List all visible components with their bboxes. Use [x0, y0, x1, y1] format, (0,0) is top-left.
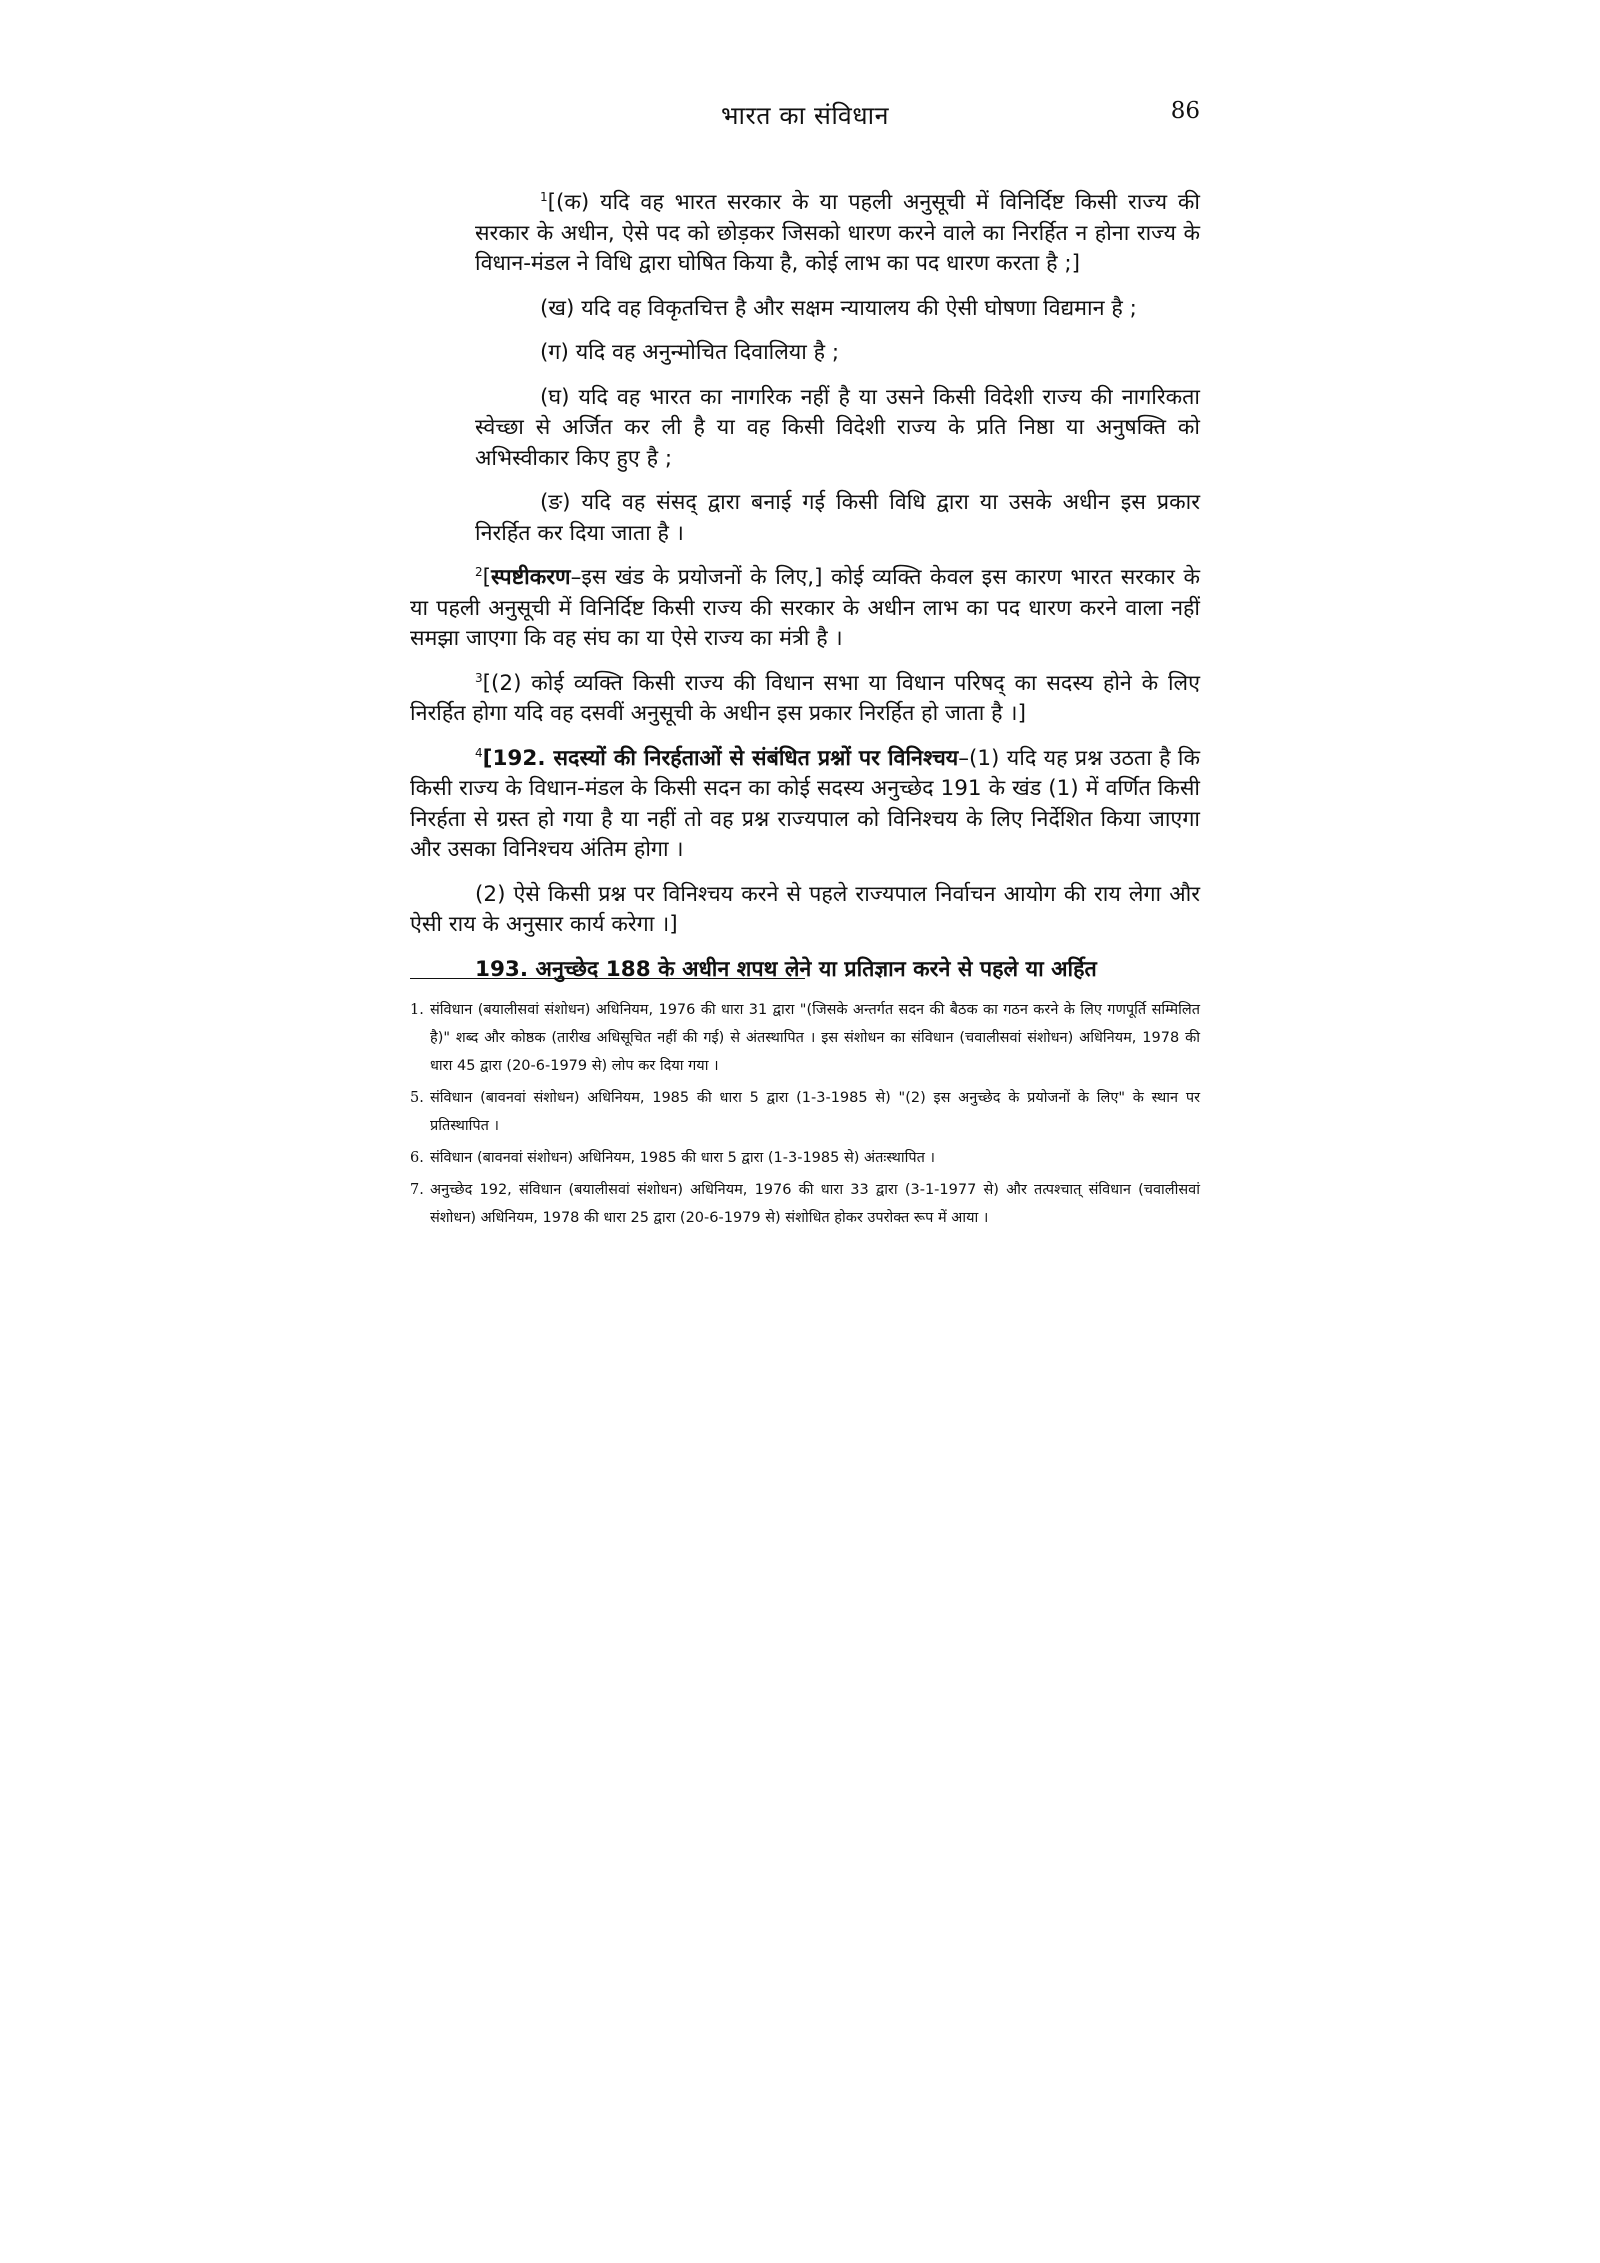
- footnote-number: 5.: [410, 1090, 424, 1106]
- footnote-number: 7.: [410, 1182, 424, 1198]
- clause-2-paragraph: [410, 669, 1200, 730]
- footnote-ref[interactable]: 4: [475, 745, 483, 760]
- footnote-ref[interactable]: 2: [475, 564, 483, 579]
- footnote-ref[interactable]: 1: [540, 189, 548, 204]
- clause-kha: (ख) यदि वह विकृतचित्त है और सक्षम न्यायालय की ऐसी घोषणा विद्यमान है ;: [540, 295, 1137, 321]
- page-number: 86: [1170, 98, 1200, 124]
- footnote-number: 1.: [410, 1002, 424, 1018]
- footnote-item: [410, 996, 1200, 1080]
- clause-ka-text: [(क) यदि वह भारत सरकार के या पहली अनुसूची में विनिर्दिष्ट किसी राज्य की सरकार के अधीन, ऐसे पद को छोड़कर जिसको धारण करने वाले का निरर्हित न होना राज्य के विधान-मंडल ने विधि द्वारा घोषित किया है, कोई लाभ का पद धारण करता है ;]: [475, 190, 1200, 276]
- explanation-heading: स्पष्टीकरण: [491, 565, 571, 590]
- clause-ga: (ग) यदि वह अनुन्मोचित दिवालिया है ;: [540, 340, 840, 365]
- section-192-clause-2: (2) ऐसे किसी प्रश्न पर विनिश्चय करने से पहले राज्यपाल निर्वाचन आयोग की राय लेगा और ऐसी राय के अनुसार कार्य करेगा ।]: [410, 881, 1200, 937]
- footnote-text: संविधान (बयालीसवां संशोधन) अधिनियम, 1976 की धारा 31 द्वारा "(जिसके अन्तर्गत सदन की बैठक का गठन करने के लिए गणपूर्ति सम्मिलित है)" शब्द और कोष्ठक (तारीख अधिसूचित नहीं की गई) से अंतस्थापित । इस संशोधन का संविधान (चवालीसवां संशोधन) अधिनियम, 1978 की धारा 45 द्वारा (20-6-1979 से) लोप कर दिया गया ।: [430, 1002, 1200, 1074]
- footnote-divider: [410, 978, 805, 979]
- footnote-item: [410, 1176, 1200, 1232]
- footnote-number: 6.: [410, 1150, 424, 1166]
- section-192-paragraph: [410, 744, 1200, 866]
- footnote-text: संविधान (बावनवां संशोधन) अधिनियम, 1985 की धारा 5 द्वारा (1-3-1985 से) अंतःस्थापित ।: [430, 1150, 936, 1166]
- footnote-text: अनुच्छेद 192, संविधान (बयालीसवां संशोधन) अधिनियम, 1976 की धारा 33 द्वारा (3-1-1977 से) और तत्पश्चात् संविधान (चवालीसवां संशोधन) अधिनियम, 1978 की धारा 25 द्वारा (20-6-1979 से) संशोधित होकर उपरोक्त रूप में आया ।: [430, 1182, 1200, 1226]
- body-text: [410, 188, 1200, 999]
- clause-nga: (ङ) यदि वह संसद् द्वारा बनाई गई किसी विधि द्वारा या उसके अधीन इस प्रकार निरर्हित कर दिया जाता है ।: [475, 490, 1200, 546]
- footnote-item: [410, 1084, 1200, 1140]
- clause-gha: (घ) यदि वह भारत का नागरिक नहीं है या उसने किसी विदेशी राज्य की नागरिकता स्वेच्छा से अर्जित कर ली है या वह किसी विदेशी राज्य के प्रति निष्ठा या अनुषक्ति को अभिस्वीकार किए हुए है ;: [475, 384, 1200, 471]
- page-header: [410, 98, 1200, 142]
- section-193-heading: 193. अनुच्छेद 188 के अधीन शपथ लेने या प्रतिज्ञान करने से पहले या अर्हित: [475, 956, 1097, 982]
- explanation-paragraph: [410, 563, 1200, 655]
- clause-2-text: [(2) कोई व्यक्ति किसी राज्य की विधान सभा या विधान परिषद् का सदस्य होने के लिए निरर्हित होगा यदि वह दसवीं अनुसूची के अधीन इस प्रकार निरर्हित हो जाता है ।]: [410, 670, 1200, 726]
- footnote-text: संविधान (बावनवां संशोधन) अधिनियम, 1985 की धारा 5 द्वारा (1-3-1985 से) "(2) इस अनुच्छेद के प्रयोजनों के लिए" के स्थान पर प्रतिस्थापित ।: [430, 1090, 1200, 1134]
- footnote-ref[interactable]: 3: [475, 670, 483, 685]
- running-title: भारत का संविधान: [720, 101, 890, 130]
- explanation-open: [: [482, 565, 492, 590]
- clause-ka: [410, 188, 1200, 280]
- footnotes: [410, 996, 1200, 1236]
- section-192-text: –(1) यदि यह प्रश्न उठता है कि किसी राज्य के विधान-मंडल के किसी सदन का कोई सदस्य अनुच्छेद 191 के खंड (1) में वर्णित किसी निरर्हता से ग्रस्त हो गया है या नहीं तो वह प्रश्न राज्यपाल को विनिश्चय के लिए निर्देशित किया जाएगा और उसका विनिश्चय अंतिम होगा ।: [410, 745, 1200, 862]
- footnote-item: [410, 1144, 1200, 1172]
- explanation-text: –इस खंड के प्रयोजनों के लिए,] कोई व्यक्ति केवल इस कारण भारत सरकार के या पहली अनुसूची में विनिर्दिष्ट किसी राज्य की सरकार के अधीन लाभ का पद धारण करने वाला नहीं समझा जाएगा कि वह संघ का या ऐसे राज्य का मंत्री है ।: [410, 565, 1200, 651]
- section-192-heading: [192. सदस्यों की निरर्हताओं से संबंधित प्रश्नों पर विनिश्चय: [482, 745, 959, 771]
